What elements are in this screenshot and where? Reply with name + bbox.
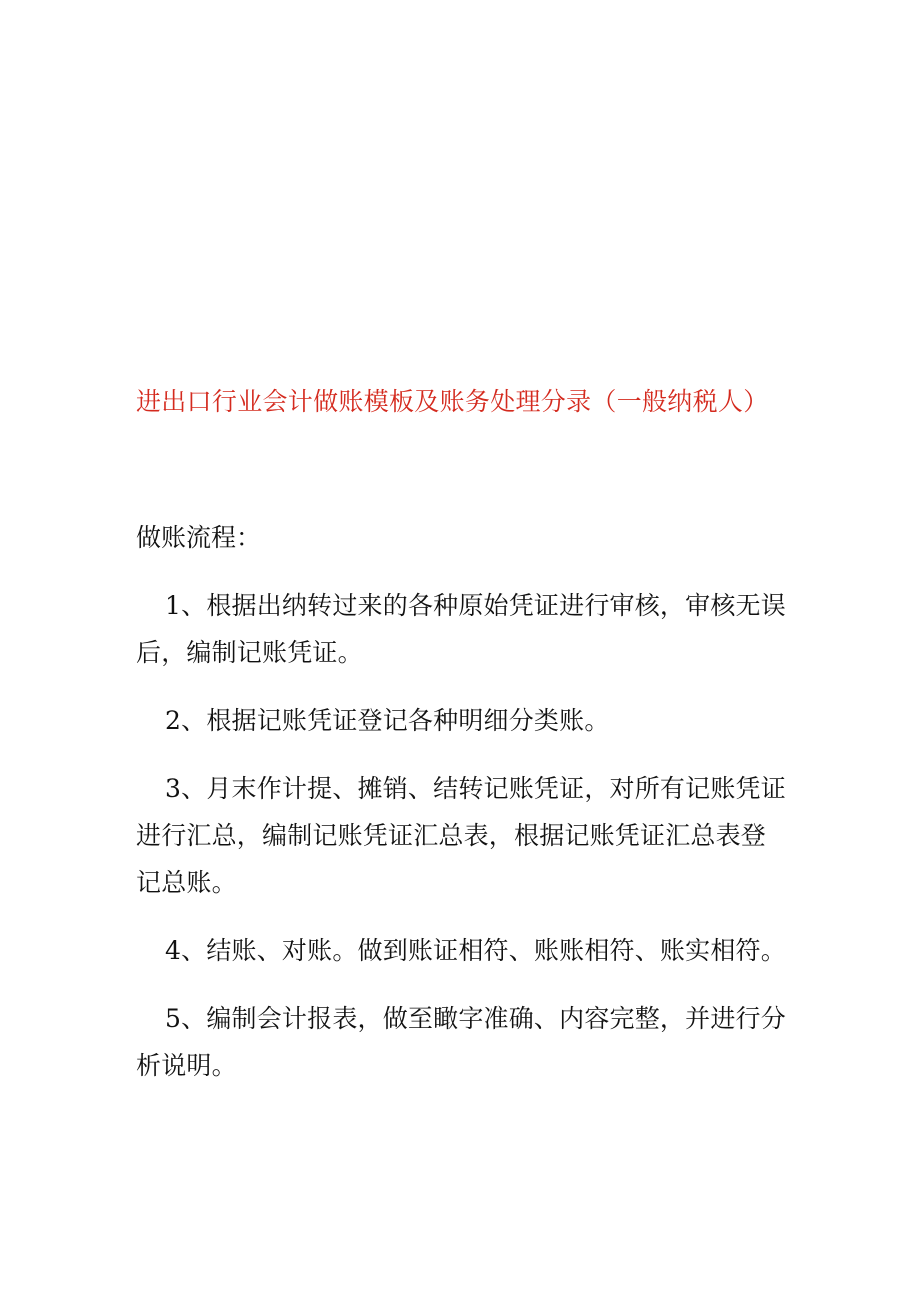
step-text: 结账、对账。做到账证相符、账账相符、账实相符。 <box>206 936 786 965</box>
step-number: 4 <box>165 936 182 965</box>
step-text: 根据记账凭证登记各种明细分类账。 <box>206 706 610 735</box>
list-item <box>136 582 786 676</box>
list-item <box>136 995 786 1089</box>
step-text: 根据出纳转过来的各种原始凭证进行审核，审核无误后，编制记账凭证。 <box>136 591 786 667</box>
process-steps-list <box>136 582 786 1110</box>
step-separator: 、 <box>181 591 207 620</box>
list-item <box>136 765 786 906</box>
step-text: 月末作计提、摊销、结转记账凭证，对所有记账凭证进行汇总，编制记账凭证汇总表，根据记账凭证汇总表登记总账。 <box>136 774 786 897</box>
section-heading: 做账流程： <box>136 523 262 552</box>
step-separator: 、 <box>181 936 207 965</box>
step-number: 1 <box>165 591 182 620</box>
step-separator: 、 <box>181 1004 207 1033</box>
step-text: 编制会计报表，做至瞰字准确、内容完整，并进行分析说明。 <box>136 1004 786 1080</box>
step-number: 2 <box>165 706 182 735</box>
document-title: 进出口行业会计做账模板及账务处理分录（一般纳税人） <box>136 387 769 416</box>
list-item <box>136 927 786 974</box>
step-number: 3 <box>165 774 182 803</box>
step-separator: 、 <box>181 706 207 735</box>
list-item <box>136 697 786 744</box>
step-separator: 、 <box>181 774 207 803</box>
step-number: 5 <box>165 1004 182 1033</box>
